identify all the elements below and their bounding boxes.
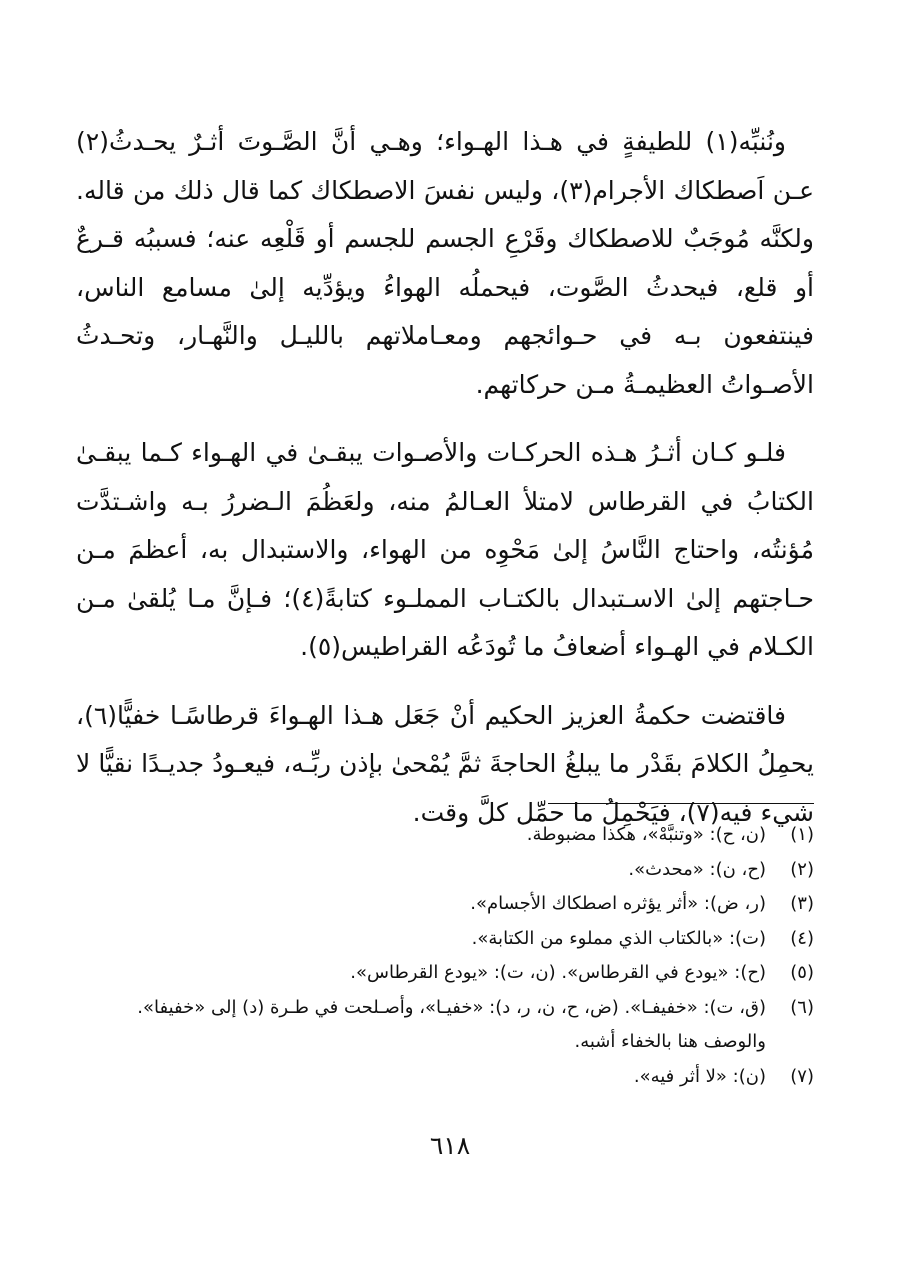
- footnote-1: [76, 818, 814, 853]
- footnote-text: (ح): «يودع في القرطاس». (ن، ت): «يودع القرطاس».: [350, 962, 766, 983]
- footnote-text: (ر، ض): «أثر يؤثره اصطكاك الأجسام».: [470, 893, 766, 914]
- paragraph-2: فلـو كـان أثـرُ هـذه الحركـات والأصـوات يبقـىٰ في الهـواء كـما يبقـىٰ الكتابُ في القرطاس لامتلأ العـالمُ منه، ولعَظُمَ الـضررُ بـه واشـتدَّت مُؤنتُه، واحتاج النَّاسُ إلىٰ مَحْوِه من الهواء، والاستبدال به، أعظمَ مـن حـاجتهم إلىٰ الاسـتبدال بالكتـاب المملـوء كتابةً(٤)؛ فـإنَّ مـا يُلقىٰ مـن الكـلام في الهـواء أضعافُ ما تُودَعُه القراطيس(٥).: [76, 438, 814, 661]
- footnote-2: [76, 853, 814, 888]
- footnote-text: (ق، ت): «خفيفـا». (ض، ح، ن، ر، د): «خفيـا»، وأصـلحت في طـرة (د) إلى «خفيفا». والوصف هنا بالخفاء أشبه.: [137, 996, 766, 1052]
- footnote-text: (ن، ح): «وتنبَّهْ»، هكذا مضبوطة.: [526, 824, 766, 845]
- footnote-text: (ن): «لا أثر فيه».: [633, 1065, 766, 1087]
- paragraph-1: ونُنبِّه(١) للطيفةٍ في هـذا الهـواء؛ وهـي أنَّ الصَّـوتَ أثـرٌ يحـدثُ(٢) عـن اَصطكاك الأجرام(٣)، وليس نفسَ الاصطكاك كما قال ذلك من قاله. ولكنَّه مُوجَبٌ للاصطكاك وقَرْعِ الجسم للجسم أو قَلْعِه عنه؛ فسببُه قـرعٌ أو قلع، فيحدثُ الصَّوت، فيحملُه الهواءُ ويؤدِّيه إلىٰ مسامع الناس، فينتفعون بـه في حـوائجهم ومعـاملاتهم بالليـل والنَّهـار، وتحـدثُ الأصـواتُ العظيمـةُ مـن حركاتهم.: [76, 127, 814, 399]
- main-text: [76, 118, 814, 857]
- footnote-7: [76, 1060, 814, 1095]
- footnote-text: (ح، ن): «محدث».: [628, 858, 766, 880]
- footnote-4: [76, 922, 814, 957]
- footnote-3: [76, 887, 814, 922]
- footnote-number: (٥): [790, 962, 814, 983]
- footnote-6: [76, 991, 814, 1060]
- footnote-5: [76, 956, 814, 991]
- footnote-text: (ت): «بالكتاب الذي مملوء من الكتابة».: [471, 927, 766, 949]
- footnotes-list: [76, 818, 814, 1094]
- paragraph-3: فاقتضت حكمةُ العزيز الحكيم أنْ جَعَل هـذا الهـواءَ قرطاسًـا خفيًّا(٦)، يحمِلُ الكلامَ بقَدْر ما يبلغُ الحاجةَ ثمَّ يُمْحىٰ بإذن ربِّـه، فيعـودُ جديـدًا نقيًّا لا شيء فيه(٧)، فيَحْمِلُ ما حمِّل كلَّ وقت.: [76, 700, 814, 827]
- footnote-number: (٤): [790, 927, 814, 949]
- footnote-number: (٧): [790, 1065, 814, 1087]
- footnote-number: (٣): [790, 893, 814, 914]
- footnote-number: (٢): [790, 858, 814, 880]
- footnote-divider: [548, 803, 814, 804]
- footnote-number: (٦): [790, 996, 814, 1018]
- page-number: ٦١٨: [429, 1131, 471, 1160]
- footnote-number: (١): [790, 824, 814, 845]
